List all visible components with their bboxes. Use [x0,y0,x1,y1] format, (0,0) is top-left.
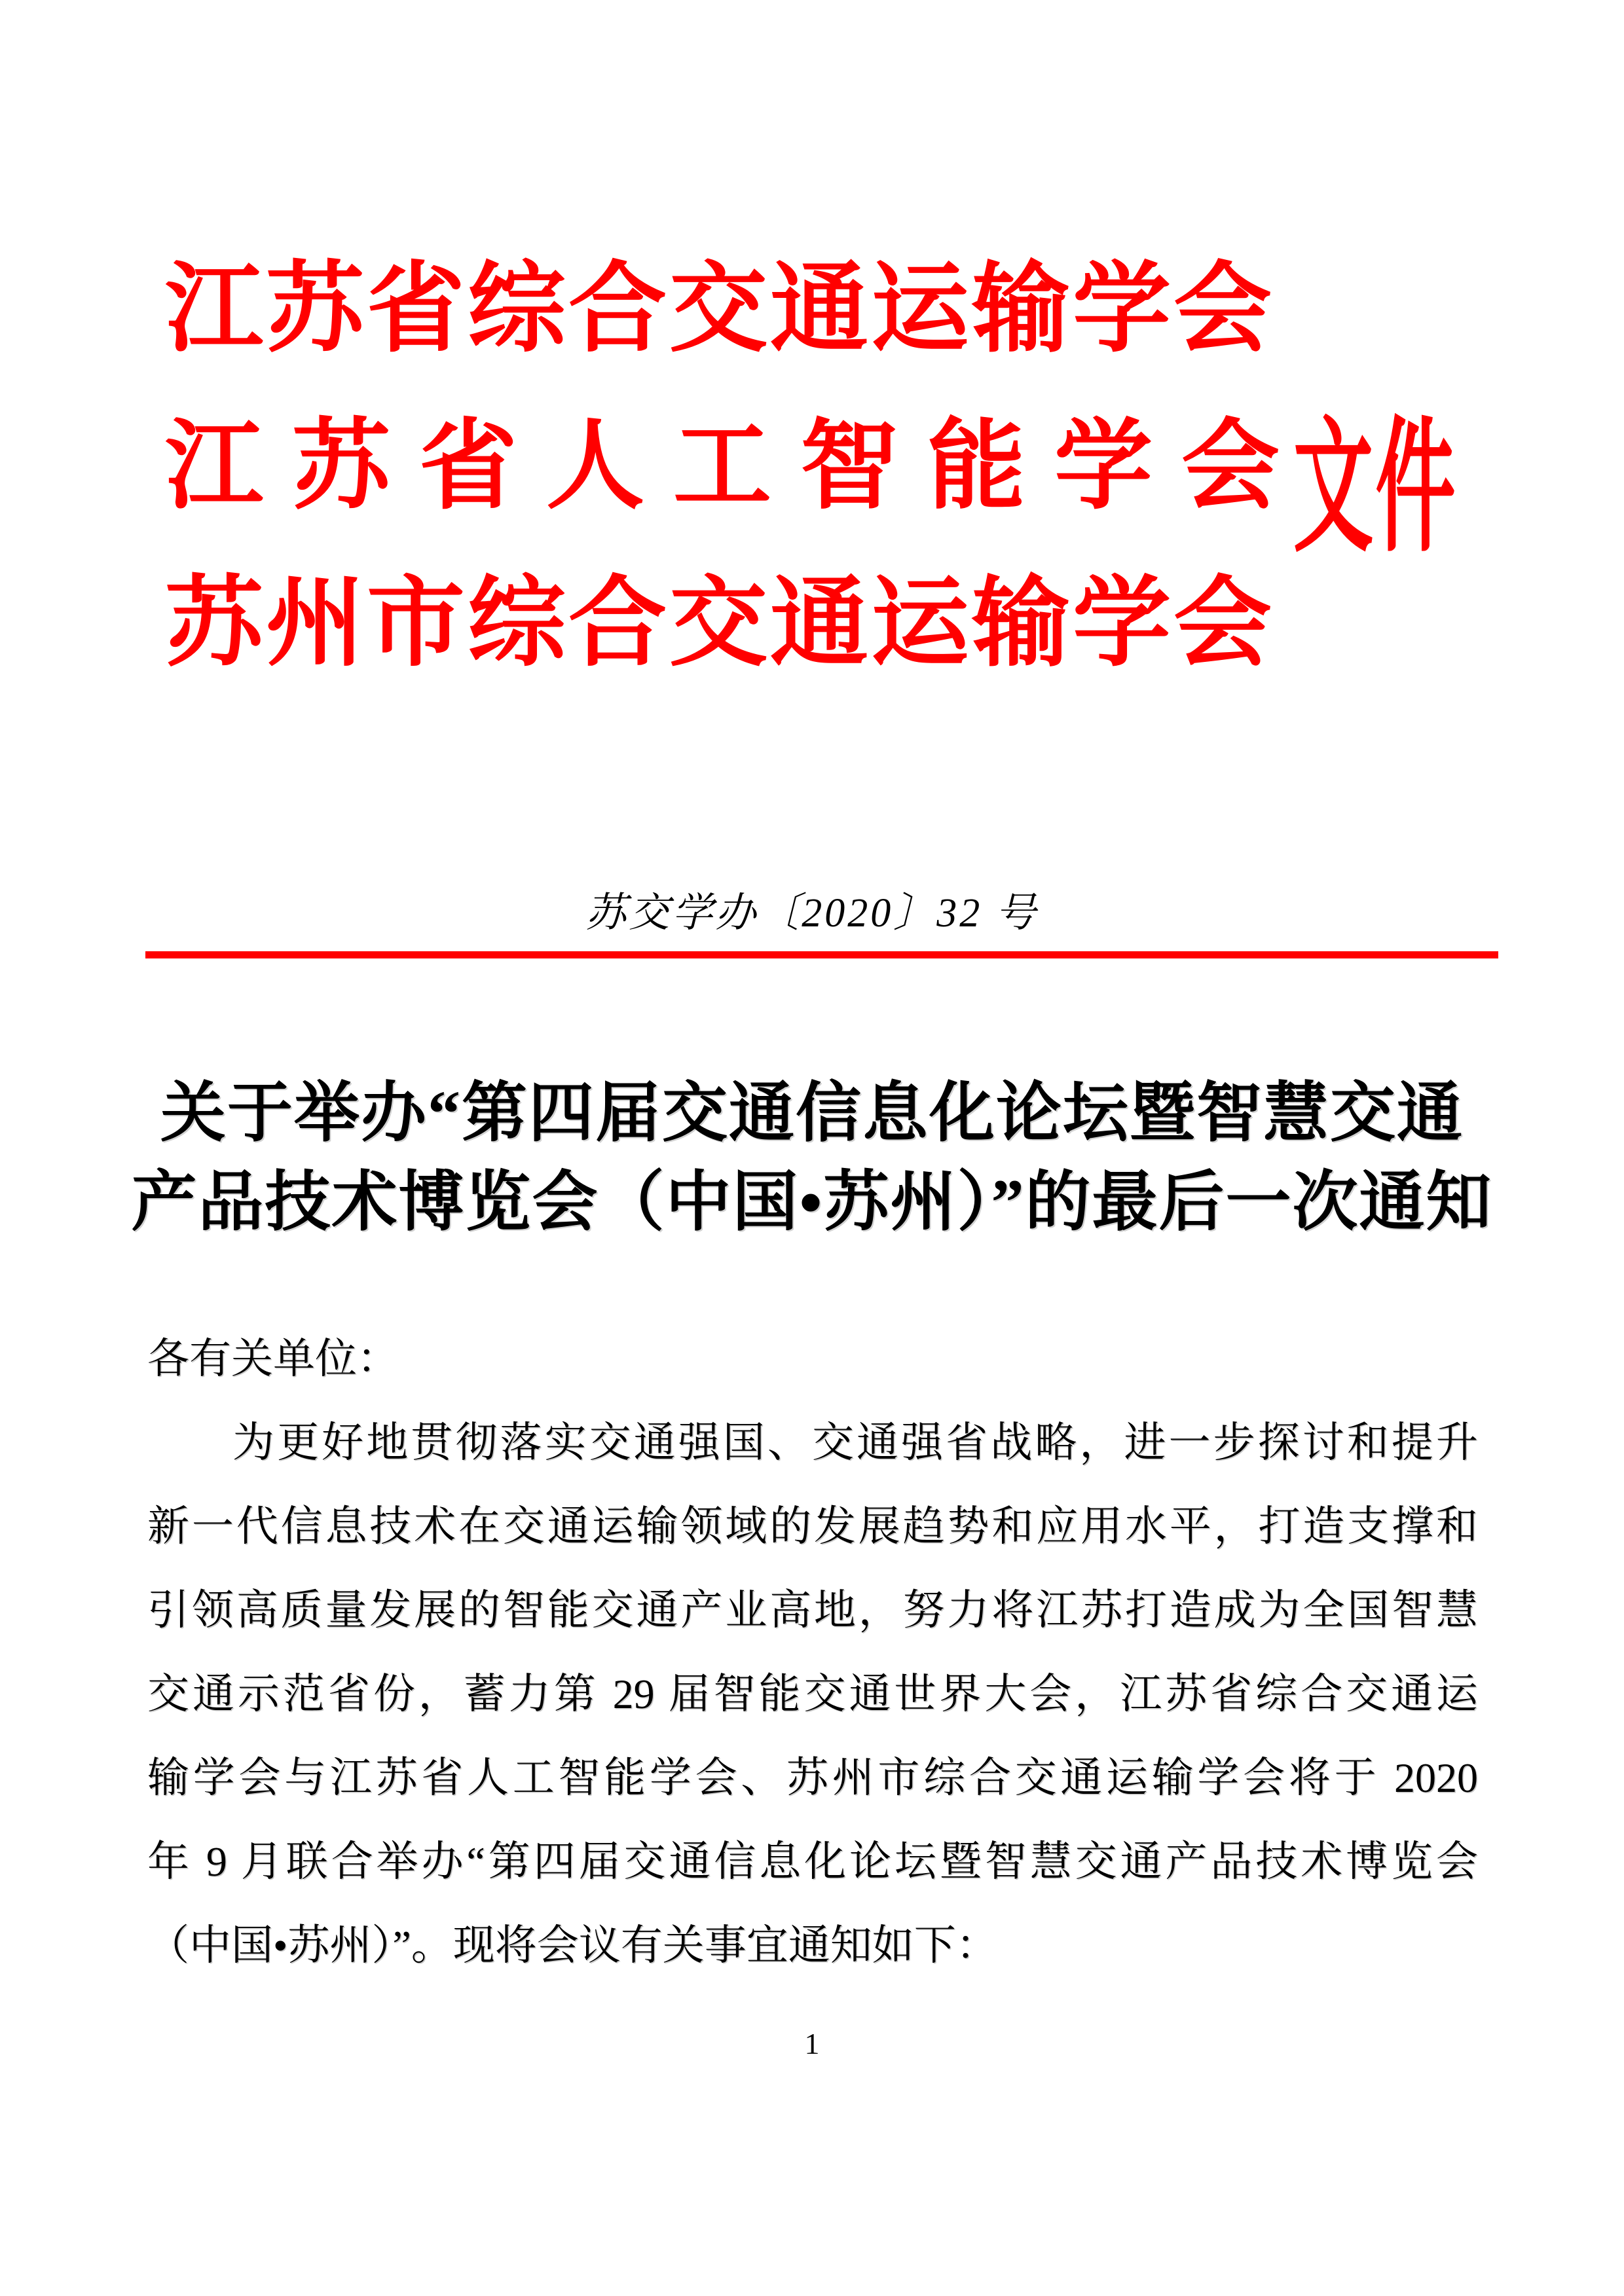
document-number: 苏交学办〔2020〕32 号 [585,891,1039,936]
paragraph-line: （中国•苏州）”。现将会议有关事宜通知如下： [147,1922,998,1969]
paragraph-line: 为更好地贯彻落实交通强国、交通强省战略，进一步探讨和提升 [232,1419,1478,1466]
paragraph-line: 年 9 月联合举办“第四届交通信息化论坛暨智慧交通产品技术博览会 [147,1838,1478,1885]
letterhead-org-3: 苏州市综合交通运输学会 [165,570,1275,678]
page-number: 1 [804,2027,820,2060]
paragraph-line: 新一代信息技术在交通运输领域的发展趋势和应用水平，打造支撑和 [147,1503,1478,1550]
document-title-line-1: 关于举办“第四届交通信息化论坛暨智慧交通 [160,1077,1464,1150]
paragraph-line: 交通示范省份，蓄力第 29 届智能交通世界大会，江苏省综合交通运 [147,1671,1478,1717]
salutation: 各有关单位： [147,1336,399,1382]
paragraph-line: 引领高质量发展的智能交通产业高地，努力将江苏打造成为全国智慧 [147,1587,1478,1633]
letterhead-doc-type-label: 文件 [1293,407,1458,569]
red-separator-rule [145,951,1498,958]
document-title-line-2: 产品技术博览会（中国•苏州）”的最后一次通知 [131,1166,1493,1239]
paragraph-line: 输学会与江苏省人工智能学会、苏州市综合交通运输学会将于 2020 [147,1755,1478,1801]
letterhead-org-1: 江苏省综合交通运输学会 [165,255,1275,364]
document-body [147,1317,1478,1988]
letterhead-org-2: 江苏省人工智能学会 [165,412,1309,521]
